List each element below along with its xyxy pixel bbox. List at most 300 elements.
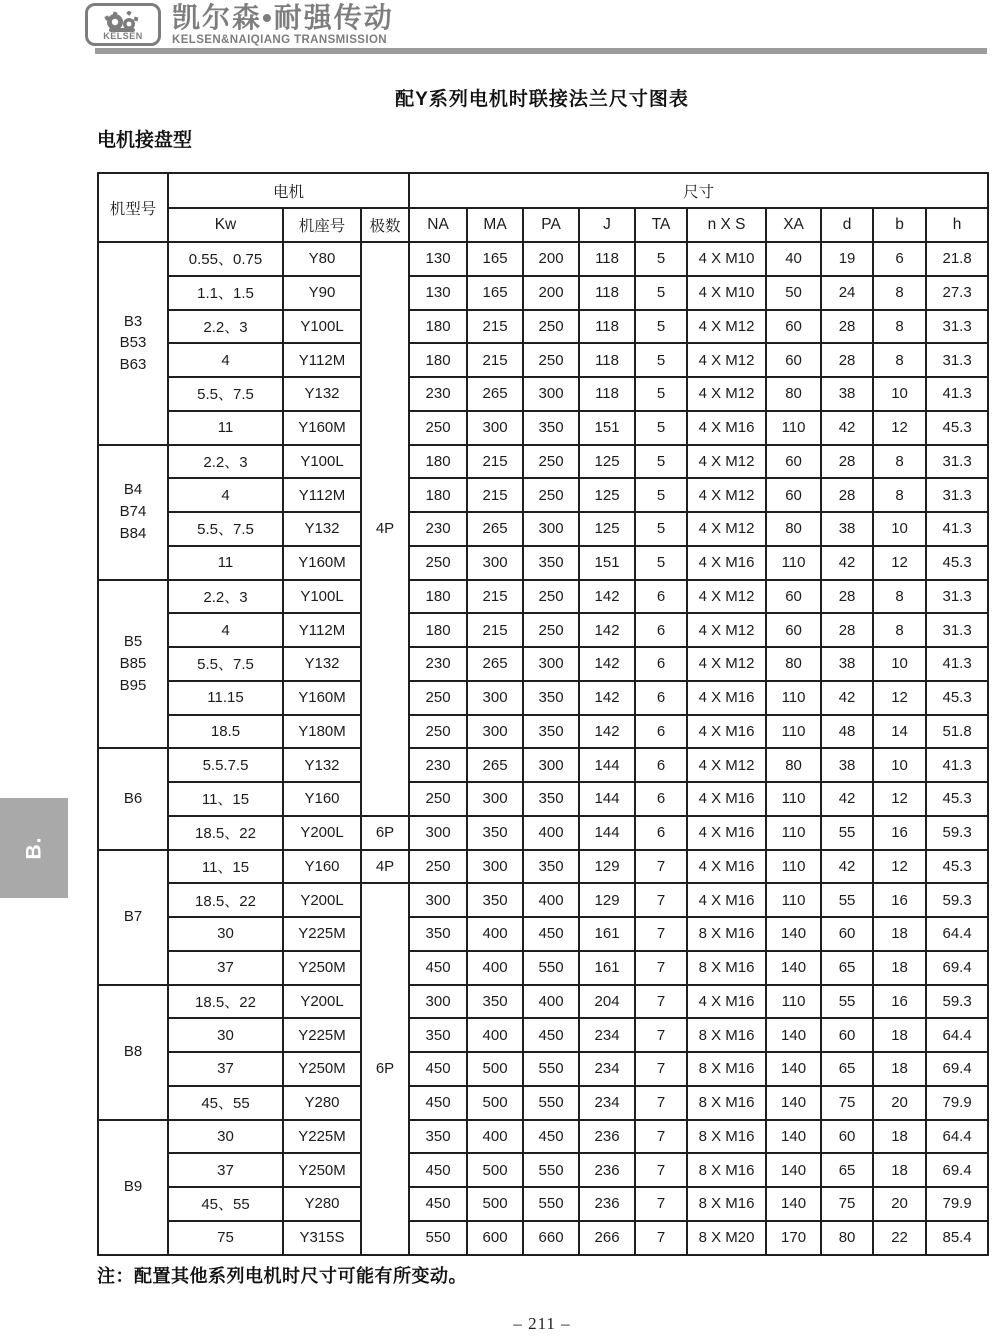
dim-cell: 80 [821,1221,873,1255]
dim-cell: 110 [766,850,821,884]
dim-cell: 250 [523,613,579,647]
dim-cell: 550 [523,1086,579,1120]
dim-cell: 142 [579,681,635,715]
section-label: 电机接盘型 [97,130,193,151]
dim-cell: 250 [523,310,579,344]
dim-cell: 12 [873,546,926,580]
dim-cell: 250 [523,445,579,479]
dim-cell: 400 [523,816,579,850]
kw-cell: 45、55 [168,1187,283,1221]
dim-cell: 118 [579,310,635,344]
dim-cell: 250 [409,715,467,749]
dim-cell: 31.3 [926,343,988,377]
dim-cell: 140 [766,1052,821,1086]
dim-cell: 60 [821,1120,873,1154]
dim-cell: 50 [766,276,821,310]
dim-cell: 80 [766,377,821,411]
dim-cell: 65 [821,951,873,985]
dim-cell: 450 [409,1153,467,1187]
dim-cell: 18 [873,917,926,951]
dim-cell: 300 [523,748,579,782]
kw-cell: 4 [168,343,283,377]
dim-cell: 110 [766,782,821,816]
model-cell: B6 [98,748,168,849]
table-row [98,310,988,344]
dim-cell: 144 [579,748,635,782]
gear-logo-icon [101,11,145,33]
table-row [98,917,988,951]
header-col-nXS: n X S [687,208,766,242]
dim-cell: 4 X M16 [687,850,766,884]
dim-cell: 8 X M20 [687,1221,766,1255]
dim-cell: 42 [821,546,873,580]
header-model: 机型号 [98,173,168,242]
kw-cell: 0.55、0.75 [168,242,283,276]
dim-cell: 55 [821,816,873,850]
dim-cell: 42 [821,681,873,715]
dim-cell: 500 [467,1086,523,1120]
dim-cell: 28 [821,343,873,377]
dim-cell: 6 [873,242,926,276]
dim-cell: 51.8 [926,715,988,749]
dim-cell: 22 [873,1221,926,1255]
model-cell: B3 B53 B63 [98,242,168,445]
frame-cell: Y132 [283,512,361,546]
kw-cell: 5.5.7.5 [168,748,283,782]
dim-cell: 236 [579,1187,635,1221]
dim-cell: 140 [766,1086,821,1120]
dim-cell: 16 [873,816,926,850]
dim-cell: 38 [821,377,873,411]
dim-cell: 236 [579,1153,635,1187]
dim-cell: 250 [409,850,467,884]
table-row [98,1120,988,1154]
dim-cell: 28 [821,310,873,344]
frame-cell: Y315S [283,1221,361,1255]
dim-cell: 12 [873,681,926,715]
dim-cell: 79.9 [926,1086,988,1120]
header-col-XA: XA [766,208,821,242]
dim-cell: 350 [409,1018,467,1052]
dim-cell: 600 [467,1221,523,1255]
dim-cell: 5 [635,546,687,580]
dim-cell: 450 [409,1187,467,1221]
dim-cell: 6 [635,748,687,782]
header-col-MA: MA [467,208,523,242]
table-row [98,478,988,512]
dim-cell: 660 [523,1221,579,1255]
dim-cell: 4 X M10 [687,276,766,310]
dim-cell: 31.3 [926,613,988,647]
dim-cell: 350 [467,985,523,1019]
page-title: 配Y系列电机时联接法兰尺寸图表 [395,89,689,110]
dim-cell: 500 [467,1052,523,1086]
dim-cell: 42 [821,850,873,884]
dim-cell: 200 [523,276,579,310]
dim-cell: 4 X M16 [687,681,766,715]
dim-cell: 4 X M10 [687,242,766,276]
dim-cell: 28 [821,478,873,512]
dim-cell: 10 [873,647,926,681]
table-row [98,883,988,917]
dim-cell: 69.4 [926,1153,988,1187]
dim-cell: 400 [467,951,523,985]
dim-cell: 5 [635,411,687,445]
dim-cell: 8 X M16 [687,1018,766,1052]
dim-cell: 118 [579,343,635,377]
dim-cell: 215 [467,445,523,479]
dim-cell: 350 [409,917,467,951]
table-row [98,613,988,647]
dim-cell: 80 [766,748,821,782]
frame-cell: Y80 [283,242,361,276]
dim-cell: 18 [873,1120,926,1154]
dim-cell: 4 X M12 [687,580,766,614]
dim-cell: 7 [635,917,687,951]
header-col-b: b [873,208,926,242]
dim-cell: 140 [766,1153,821,1187]
dim-cell: 12 [873,850,926,884]
dim-cell: 18 [873,1018,926,1052]
dim-cell: 5 [635,242,687,276]
frame-cell: Y160M [283,411,361,445]
dim-cell: 45.3 [926,681,988,715]
dim-cell: 5 [635,445,687,479]
frame-cell: Y180M [283,715,361,749]
model-cell: B9 [98,1120,168,1255]
dim-cell: 550 [523,951,579,985]
dim-cell: 4 X M12 [687,613,766,647]
kw-cell: 11 [168,546,283,580]
frame-cell: Y112M [283,343,361,377]
dim-cell: 41.3 [926,512,988,546]
dim-cell: 350 [467,816,523,850]
dim-cell: 118 [579,377,635,411]
pole-cell: 4P [361,242,409,816]
dim-cell: 230 [409,748,467,782]
dim-cell: 8 X M16 [687,1153,766,1187]
dim-cell: 450 [523,917,579,951]
dim-cell: 28 [821,445,873,479]
dim-cell: 60 [766,478,821,512]
frame-cell: Y112M [283,478,361,512]
dim-cell: 140 [766,917,821,951]
dim-cell: 250 [523,343,579,377]
dim-cell: 6 [635,580,687,614]
dim-cell: 41.3 [926,377,988,411]
kw-cell: 30 [168,1120,283,1154]
dim-cell: 28 [821,580,873,614]
dim-cell: 21.8 [926,242,988,276]
dim-cell: 140 [766,1187,821,1221]
dim-cell: 125 [579,512,635,546]
dim-cell: 144 [579,816,635,850]
dim-cell: 180 [409,613,467,647]
dim-cell: 250 [409,681,467,715]
dim-cell: 19 [821,242,873,276]
dim-cell: 230 [409,377,467,411]
dim-cell: 215 [467,580,523,614]
dim-cell: 20 [873,1086,926,1120]
dim-cell: 7 [635,951,687,985]
frame-cell: Y250M [283,1052,361,1086]
frame-cell: Y225M [283,1120,361,1154]
dim-cell: 350 [409,1120,467,1154]
dim-cell: 500 [467,1153,523,1187]
dim-cell: 65 [821,1153,873,1187]
dim-cell: 31.3 [926,310,988,344]
dim-cell: 38 [821,512,873,546]
dim-cell: 550 [523,1052,579,1086]
dim-cell: 41.3 [926,748,988,782]
model-cell: B4 B74 B84 [98,445,168,580]
dim-cell: 350 [523,411,579,445]
dim-cell: 180 [409,343,467,377]
dim-cell: 266 [579,1221,635,1255]
dim-cell: 6 [635,816,687,850]
table-row [98,1052,988,1086]
table-row [98,411,988,445]
table-row [98,782,988,816]
header-col-机座号: 机座号 [283,208,361,242]
table-row [98,647,988,681]
dim-cell: 142 [579,580,635,614]
dim-cell: 4 X M16 [687,816,766,850]
dim-cell: 110 [766,715,821,749]
dim-cell: 234 [579,1018,635,1052]
dim-cell: 180 [409,310,467,344]
dim-cell: 250 [523,478,579,512]
frame-cell: Y132 [283,647,361,681]
dim-cell: 38 [821,748,873,782]
kw-cell: 11.15 [168,681,283,715]
model-cell: B8 [98,985,168,1120]
dim-cell: 450 [523,1018,579,1052]
dim-cell: 75 [821,1187,873,1221]
dim-cell: 180 [409,478,467,512]
dim-cell: 400 [467,1120,523,1154]
table-row [98,985,988,1019]
frame-cell: Y160 [283,850,361,884]
dim-cell: 8 [873,343,926,377]
kw-cell: 1.1、1.5 [168,276,283,310]
frame-cell: Y200L [283,883,361,917]
dim-cell: 8 [873,580,926,614]
frame-cell: Y112M [283,613,361,647]
kw-cell: 11 [168,411,283,445]
dim-cell: 85.4 [926,1221,988,1255]
dim-cell: 8 [873,445,926,479]
model-cell: B5 B85 B95 [98,580,168,749]
header-col-d: d [821,208,873,242]
dim-cell: 64.4 [926,1120,988,1154]
dim-cell: 300 [409,816,467,850]
dim-cell: 234 [579,1052,635,1086]
dim-cell: 4 X M12 [687,512,766,546]
table-row [98,1086,988,1120]
dim-cell: 4 X M16 [687,411,766,445]
dim-cell: 250 [409,782,467,816]
dim-cell: 350 [523,850,579,884]
dim-cell: 5 [635,512,687,546]
dim-cell: 64.4 [926,917,988,951]
dim-cell: 130 [409,276,467,310]
kw-cell: 30 [168,917,283,951]
table-row [98,445,988,479]
kw-cell: 5.5、7.5 [168,377,283,411]
brand-badge [85,3,161,46]
dim-cell: 215 [467,343,523,377]
dim-cell: 400 [523,883,579,917]
dim-cell: 170 [766,1221,821,1255]
dim-cell: 5 [635,343,687,377]
flange-table-head [98,173,988,242]
dim-cell: 69.4 [926,1052,988,1086]
dim-cell: 59.3 [926,985,988,1019]
kw-cell: 18.5 [168,715,283,749]
dim-cell: 8 X M16 [687,1086,766,1120]
dim-cell: 142 [579,715,635,749]
dim-cell: 4 X M16 [687,715,766,749]
frame-cell: Y132 [283,377,361,411]
table-row [98,276,988,310]
dim-cell: 64.4 [926,1018,988,1052]
dim-cell: 75 [821,1086,873,1120]
dim-cell: 60 [766,343,821,377]
dim-cell: 12 [873,411,926,445]
dim-cell: 500 [467,1187,523,1221]
dim-cell: 45.3 [926,546,988,580]
dim-cell: 118 [579,242,635,276]
dim-cell: 16 [873,883,926,917]
dim-cell: 550 [523,1153,579,1187]
dim-cell: 350 [523,782,579,816]
frame-cell: Y200L [283,985,361,1019]
dim-cell: 300 [523,647,579,681]
dim-cell: 24 [821,276,873,310]
dim-cell: 151 [579,546,635,580]
dim-cell: 142 [579,613,635,647]
dim-cell: 125 [579,478,635,512]
dim-cell: 350 [467,883,523,917]
frame-cell: Y100L [283,445,361,479]
kw-cell: 5.5、7.5 [168,512,283,546]
frame-cell: Y225M [283,917,361,951]
kw-cell: 11、15 [168,850,283,884]
dim-cell: 79.9 [926,1187,988,1221]
dim-cell: 10 [873,377,926,411]
kw-cell: 2.2、3 [168,580,283,614]
dim-cell: 7 [635,1120,687,1154]
dim-cell: 60 [766,580,821,614]
header-dims-group: 尺寸 [409,173,988,208]
dim-cell: 31.3 [926,478,988,512]
dim-cell: 5 [635,310,687,344]
dim-cell: 250 [523,580,579,614]
dim-cell: 142 [579,647,635,681]
brand-header [85,3,394,46]
table-row [98,748,988,782]
dim-cell: 350 [523,715,579,749]
dim-cell: 400 [467,917,523,951]
dim-cell: 265 [467,377,523,411]
table-row [98,1221,988,1255]
dim-cell: 7 [635,985,687,1019]
kw-cell: 30 [168,1018,283,1052]
brand-name-cn: 凯尔森•耐强传动 [172,2,394,34]
dim-cell: 60 [821,917,873,951]
frame-cell: Y250M [283,1153,361,1187]
frame-cell: Y250M [283,951,361,985]
dim-cell: 7 [635,883,687,917]
page-number: – 211 – [513,1314,571,1333]
dim-cell: 140 [766,1018,821,1052]
dim-cell: 18 [873,1153,926,1187]
table-row [98,580,988,614]
dim-cell: 300 [523,377,579,411]
dim-cell: 4 X M16 [687,883,766,917]
dim-cell: 6 [635,647,687,681]
frame-cell: Y280 [283,1086,361,1120]
dim-cell: 18 [873,1052,926,1086]
table-row [98,242,988,276]
dim-cell: 7 [635,1153,687,1187]
dim-cell: 4 X M12 [687,748,766,782]
dim-cell: 300 [409,883,467,917]
dim-cell: 550 [523,1187,579,1221]
dim-cell: 41.3 [926,647,988,681]
dim-cell: 234 [579,1086,635,1120]
dim-cell: 400 [523,985,579,1019]
dim-cell: 125 [579,445,635,479]
dim-cell: 7 [635,1086,687,1120]
table-row [98,1187,988,1221]
flange-table-body [98,242,988,1255]
dim-cell: 42 [821,411,873,445]
dim-cell: 6 [635,782,687,816]
model-cell: B7 [98,850,168,985]
dim-cell: 450 [523,1120,579,1154]
dim-cell: 151 [579,411,635,445]
kw-cell: 18.5、22 [168,816,283,850]
kw-cell: 37 [168,951,283,985]
dim-cell: 60 [766,445,821,479]
dim-cell: 6 [635,681,687,715]
dim-cell: 300 [467,715,523,749]
table-row [98,681,988,715]
pole-cell: 6P [361,883,409,1254]
kw-cell: 37 [168,1052,283,1086]
header-col-J: J [579,208,635,242]
dim-cell: 10 [873,748,926,782]
dim-cell: 165 [467,242,523,276]
pole-cell: 6P [361,816,409,850]
pole-cell: 4P [361,850,409,884]
dim-cell: 118 [579,276,635,310]
dim-cell: 265 [467,512,523,546]
header-motor-group: 电机 [168,173,409,208]
dim-cell: 5 [635,478,687,512]
dim-cell: 4 X M12 [687,647,766,681]
dim-cell: 350 [523,546,579,580]
brand-badge-text: KELSEN [103,31,143,41]
dim-cell: 161 [579,951,635,985]
dim-cell: 450 [409,951,467,985]
kw-cell: 18.5、22 [168,883,283,917]
header-col-PA: PA [523,208,579,242]
kw-cell: 11、15 [168,782,283,816]
dim-cell: 4 X M12 [687,445,766,479]
